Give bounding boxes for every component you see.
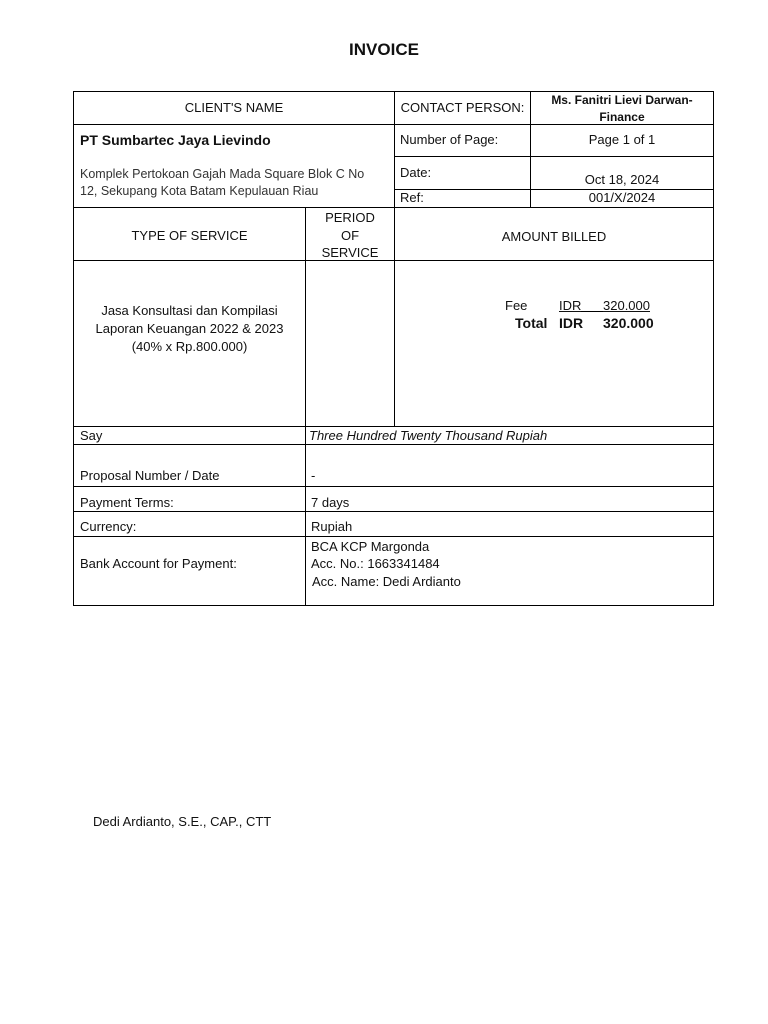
ref-value: 001/X/2024 <box>588 190 656 205</box>
fee-currency: IDR <box>559 298 582 313</box>
signature-name: Dedi Ardianto, S.E., CAP., CTT <box>93 814 272 829</box>
amount-billed-header: AMOUNT BILLED <box>501 229 607 244</box>
table-border-right <box>713 91 714 606</box>
period-header-line1: PERIOD <box>325 210 375 225</box>
table-divider <box>305 207 306 606</box>
bank-account-label: Bank Account for Payment: <box>80 556 237 571</box>
table-divider <box>394 91 395 427</box>
total-amount: 320.000 <box>603 315 654 331</box>
payment-terms-value: 7 days <box>311 495 350 510</box>
account-number: Acc. No.: 1663341484 <box>311 556 440 571</box>
table-divider <box>394 156 714 157</box>
service-description-line1: Jasa Konsultasi dan Kompilasi <box>101 303 278 318</box>
contact-person-label: CONTACT PERSON: <box>400 100 525 115</box>
total-currency: IDR <box>559 315 584 331</box>
table-divider <box>73 536 714 537</box>
fee-label: Fee <box>505 298 528 313</box>
fee-amount: 320.000 <box>603 298 650 313</box>
type-of-service-header: TYPE OF SERVICE <box>131 228 248 243</box>
currency-value: Rupiah <box>311 519 353 534</box>
proposal-label: Proposal Number / Date <box>80 468 220 483</box>
contact-person-dept: Finance <box>599 110 645 124</box>
bank-name: BCA KCP Margonda <box>311 539 430 554</box>
proposal-value: - <box>311 468 316 483</box>
period-header-line3: SERVICE <box>321 245 379 260</box>
clients-name-label: CLIENT'S NAME <box>184 100 284 115</box>
table-divider <box>73 486 714 487</box>
total-label: Total <box>515 315 548 331</box>
payment-terms-label: Payment Terms: <box>80 495 174 510</box>
date-label: Date: <box>400 165 432 180</box>
currency-label: Currency: <box>80 519 137 534</box>
invoice-title: INVOICE <box>349 40 419 59</box>
fee-underline-gap <box>581 311 603 312</box>
ref-label: Ref: <box>400 190 424 205</box>
say-value: Three Hundred Twenty Thousand Rupiah <box>309 428 548 443</box>
number-of-page-value: Page 1 of 1 <box>588 132 656 147</box>
say-label: Say <box>80 428 103 443</box>
date-value: Oct 18, 2024 <box>584 172 660 187</box>
service-description-line2: Laporan Keuangan 2022 & 2023 <box>95 321 284 336</box>
period-header-line2: OF <box>340 228 360 243</box>
client-name: PT Sumbartec Jaya Lievindo <box>80 132 271 148</box>
contact-person-name: Ms. Fanitri Lievi Darwan- <box>551 93 693 107</box>
table-border-bottom <box>73 605 714 606</box>
number-of-page-label: Number of Page: <box>400 132 499 147</box>
service-description-line3: (40% x Rp.800.000) <box>131 339 248 354</box>
client-address-line1: Komplek Pertokoan Gajah Mada Square Blok C No <box>80 167 365 181</box>
account-name: Acc. Name: Dedi Ardianto <box>312 574 461 589</box>
client-address-line2: 12, Sekupang Kota Batam Kepulauan Riau <box>80 184 319 198</box>
